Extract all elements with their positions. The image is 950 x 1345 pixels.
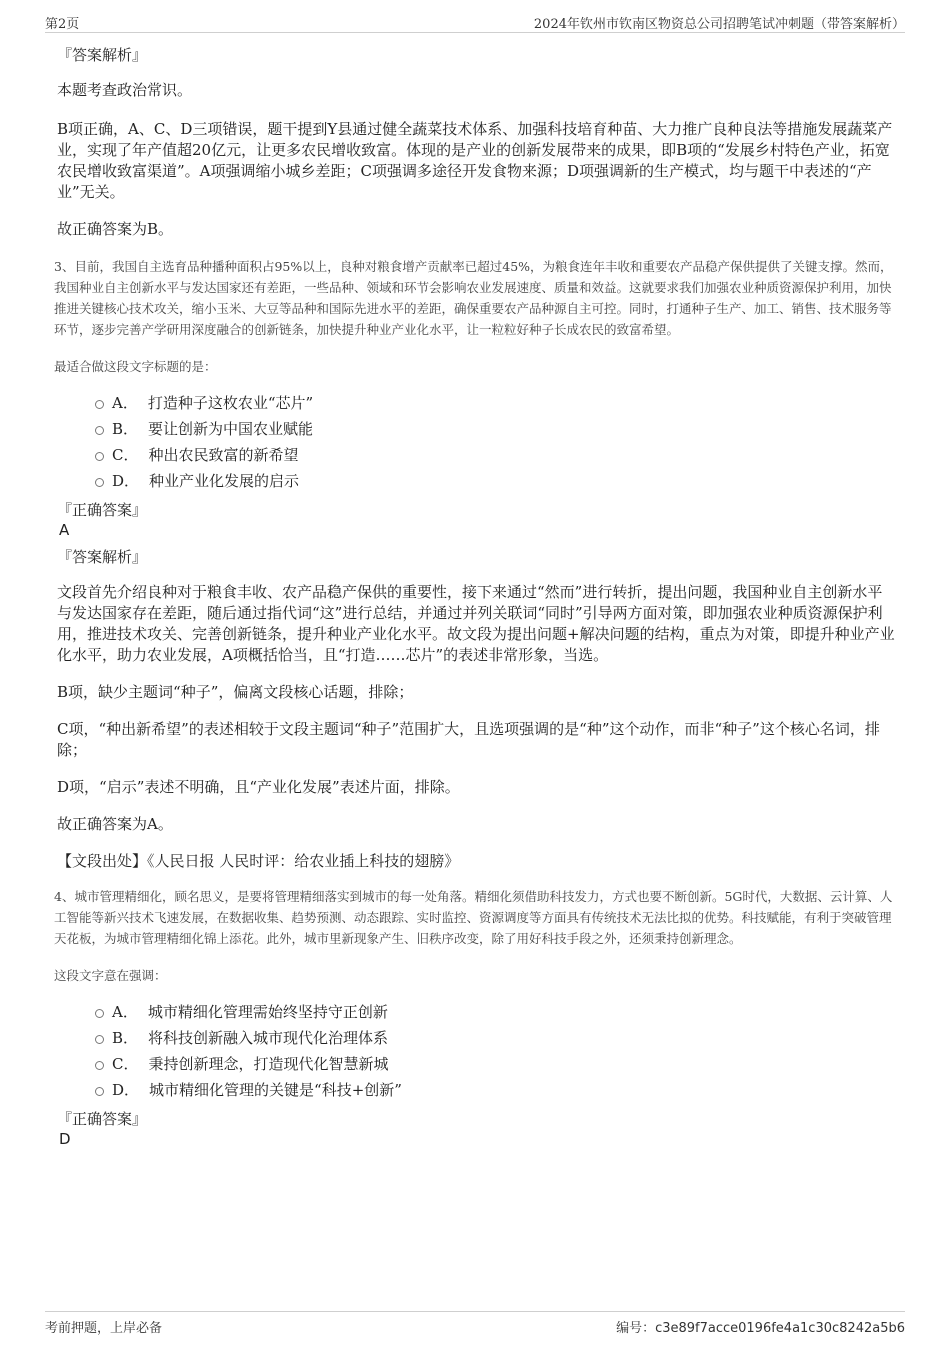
page-header (45, 10, 905, 33)
q3-analysis-label: 『答案解析』 (57, 548, 148, 566)
q4-option-d[interactable] (95, 1076, 897, 1102)
q3-correct-label: 『正确答案』 (57, 501, 148, 519)
document-body (54, 44, 897, 1155)
option-letter: C． (112, 445, 139, 464)
q4-correct-label: 『正确答案』 (57, 1110, 148, 1128)
q3-option-d[interactable] (95, 467, 897, 493)
q3-final-answer: 故正确答案为A。 (57, 815, 173, 833)
option-letter: B． (112, 1028, 139, 1047)
q3-analysis-paragraph: D项，“启示”表述不明确，且“产业化发展”表述片面，排除。 (57, 778, 460, 796)
page-number: 第2页 (45, 17, 80, 32)
option-text: 打造种子这枚农业“芯片” (147, 393, 314, 412)
radio-button[interactable] (95, 452, 104, 461)
q3-source: 【文段出处】《人民日报 人民时评：给农业插上科技的翅膀》 (57, 852, 460, 870)
document-title: 2024年钦州市钦南区物资总公司招聘笔试冲刺题（带答案解析） (533, 17, 905, 32)
option-letter: D． (112, 471, 140, 490)
q3-analysis-paragraph: 文段首先介绍良种对于粮食丰收、农产品稳产保供的重要性，接下来通过“然而”进行转折，提出问题，我国种业自主创新水平与发达国家存在差距，随后通过指代词“这”进行总结，并通过并列关联词“同时”引导两方面对策，即加强农业种质资源保护利用，推进技术攻关、完善创新链条，提升种业产业化水平。故文段为提出问题+解决问题的结构，重点为对策，即提升种业产业化水平，助力农业发展，A项概括恰当，且“打造……芯片”的表述非常形象，当选。 (57, 583, 895, 664)
q3-stem: 3、目前，我国自主选育品种播种面积占95%以上，良种对粮食增产贡献率已超过45%，为粮食连年丰收和重要农产品稳产保供提供了关键支撑。然而，我国种业自主创新水平与发达国家还有差距，一些品种、领域和环节会影响农业发展速度、质量和效益。这就要求我们加强农业种质资源保护利用，加快推进关键核心技术攻关，缩小玉米、大豆等品种和国际先进水平的差距，确保重要农产品种源自主可控。同时，打通种子生产、加工、销售、技术服务等环节，逐步完善产学研用深度融合的创新链条，加快提升种业产业化水平，让一粒粒好种子长成农民的致富希望。 (54, 259, 893, 337)
option-text: 将科技创新融入城市现代化治理体系 (148, 1028, 389, 1047)
option-text: 种业产业化发展的启示 (149, 471, 300, 490)
code-label: 编号： (616, 1321, 656, 1336)
q4-options (95, 998, 897, 1102)
q2-final-answer: 故正确答案为B。 (57, 220, 174, 238)
option-text: 种出农民致富的新希望 (148, 445, 299, 464)
q4-correct-answer: D (59, 1130, 71, 1148)
page-footer (45, 1311, 905, 1334)
option-letter: A． (112, 393, 138, 412)
q3-analysis-paragraph: C项，“种出新希望”的表述相较于文段主题词“种子”范围扩大，且选项强调的是“种”这个动作，而非“种子”这个核心名词，排除； (57, 720, 880, 759)
option-letter: A． (112, 1002, 138, 1021)
radio-button[interactable] (95, 1009, 104, 1018)
q4-option-b[interactable] (95, 1024, 897, 1050)
q4-question: 这段文字意在强调： (54, 968, 167, 983)
radio-button[interactable] (95, 1087, 104, 1096)
option-letter: B． (112, 419, 139, 438)
q3-option-a[interactable] (95, 389, 897, 415)
radio-button[interactable] (95, 426, 104, 435)
q4-option-c[interactable] (95, 1050, 897, 1076)
footer-slogan: 考前押题，上岸必备 (45, 1321, 163, 1336)
option-text: 要让创新为中国农业赋能 (148, 419, 314, 438)
code-value: c3e89f7acce0196fe4a1c30c8242a5b6 (655, 1321, 905, 1336)
q3-correct-answer: A (59, 521, 70, 539)
option-text: 城市精细化管理需始终坚持守正创新 (147, 1002, 388, 1021)
option-text: 秉持创新理念，打造现代化智慧新城 (148, 1054, 389, 1073)
q4-option-a[interactable] (95, 998, 897, 1024)
q2-analysis-paragraph: B项正确，A、C、D三项错误，题干提到Y县通过健全蔬菜技术体系、加强科技培育种苗、大力推广良种良法等措施发展蔬菜产业，实现了年产值超20亿元，让更多农民增收致富。体现的是产业的创新发展带来的成果，即B项的“发展乡村特色产业，拓宽农民增收致富渠道”。A项强调缩小城乡差距；C项强调多途径开发食物来源；D项强调新的生产模式，均与题干中表述的“产业”无关。 (57, 120, 893, 201)
option-letter: C． (112, 1054, 139, 1073)
q3-options (95, 389, 897, 493)
q3-option-c[interactable] (95, 441, 897, 467)
radio-button[interactable] (95, 478, 104, 487)
q3-analysis-paragraph: B项，缺少主题词“种子”，偏离文段核心话题，排除； (57, 683, 414, 701)
q2-analysis-label: 『答案解析』 (57, 46, 148, 64)
radio-button[interactable] (95, 1061, 104, 1070)
q4-stem: 4、城市管理精细化，顾名思义，是要将管理精细落实到城市的每一处角落。精细化须借助科技发力，方式也要不断创新。5G时代，大数据、云计算、人工智能等新兴技术飞速发展，在数据收集、趋势预测、动态跟踪、实时监控、资源调度等方面具有传统技术无法比拟的优势。科技赋能，有利于突破管理天花板，为城市管理精细化锦上添花。此外，城市里新现象产生、旧秩序改变，除了用好科技手段之外，还须秉持创新理念。 (54, 889, 893, 946)
q2-analysis-paragraph: 本题考查政治常识。 (57, 81, 193, 99)
q3-option-b[interactable] (95, 415, 897, 441)
radio-button[interactable] (95, 400, 104, 409)
document-code (616, 1317, 905, 1336)
q3-question: 最适合做这段文字标题的是： (54, 359, 217, 374)
radio-button[interactable] (95, 1035, 104, 1044)
option-letter: D． (112, 1080, 140, 1099)
option-text: 城市精细化管理的关键是“科技+创新” (149, 1080, 402, 1099)
